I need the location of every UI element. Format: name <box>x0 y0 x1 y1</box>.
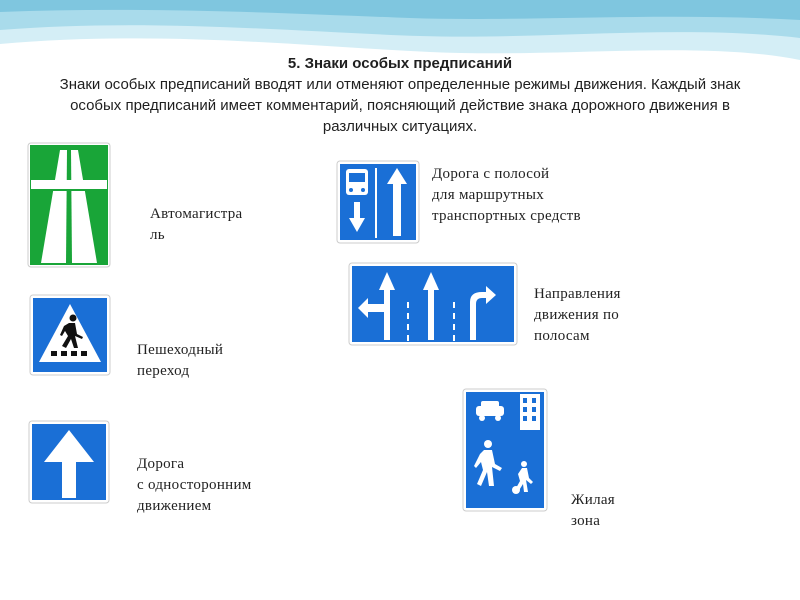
pedestrian-crossing-sign-icon <box>29 294 111 376</box>
crosswalk-caption: Пешеходный переход <box>137 342 224 379</box>
slide-title: 5. Знаки особых предписаний <box>287 55 513 72</box>
header-wave-decoration <box>0 0 800 60</box>
living-zone-sign-icon <box>462 388 548 512</box>
one-way-road-sign-icon <box>28 420 110 504</box>
slide-description: Знаки особых предписаний вводят или отменяют определенные режимы движения. Каждый знак особых предписаний имеет комментарий, поясняющий действие знака дорожного движения в различных ситуациях. <box>59 76 741 135</box>
bus-lane-sign-icon <box>336 160 420 244</box>
motorway-sign-icon <box>27 142 111 268</box>
bus-lane-caption: Дорога с полосой для маршрутных транспортных средств <box>432 166 581 224</box>
slide-heading <box>40 54 760 137</box>
motorway-caption: Автомагистра ль <box>150 206 243 243</box>
one-way-caption: Дорога с односторонним движением <box>137 456 252 514</box>
living-zone-caption: Жилая зона <box>571 492 616 529</box>
lane-directions-sign-icon <box>348 262 518 346</box>
lane-directions-caption: Направления движения по полосам <box>534 286 621 344</box>
